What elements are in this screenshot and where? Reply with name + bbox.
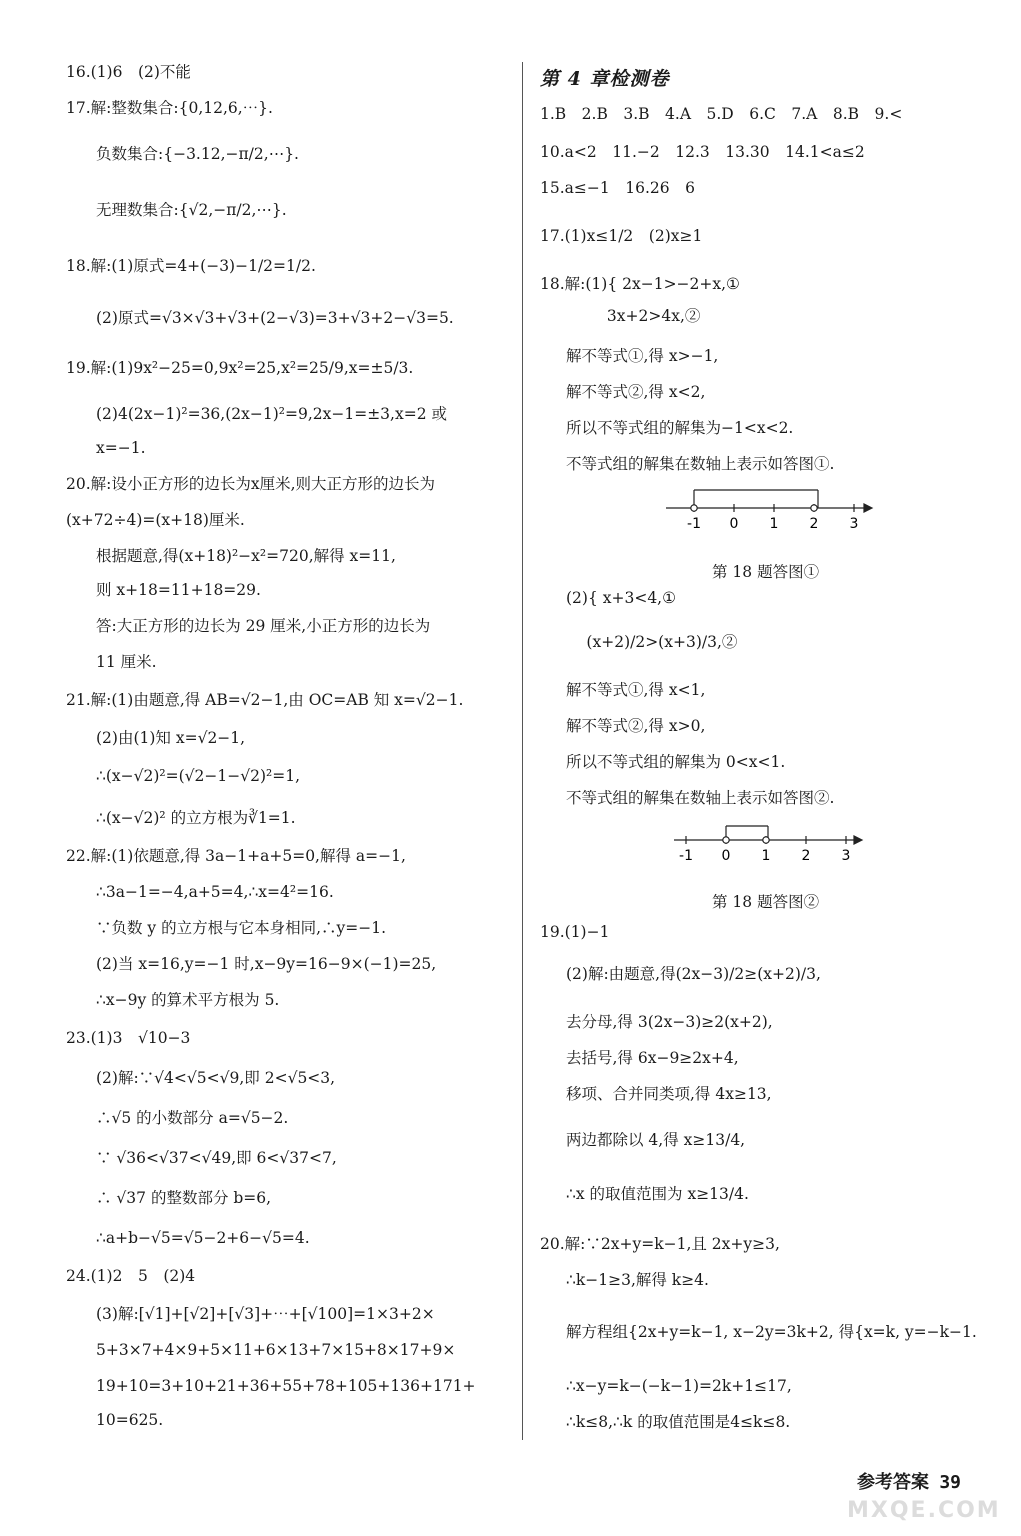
axis2-tick-label: 1	[761, 848, 771, 864]
answer-22-1: 22.解:(1)依题意,得 3a−1+a+5=0,解得 a=−1,	[66, 847, 406, 865]
answer-r18-step1: 解不等式①,得 x>−1,	[566, 347, 719, 365]
answer-23-line4: ∵ √36<√37<√49,即 6<√37<7,	[96, 1149, 337, 1167]
answer-20: 20.解:设小正方形的边长为x厘米,则大正方形的边长为	[66, 475, 436, 493]
answer-r19-range: ∴x 的取值范围为 x≥13/4.	[566, 1185, 749, 1203]
answer-21-2: (2)由(1)知 x=√2−1,	[96, 729, 246, 747]
answer-17: 17.解:整数集合:{0,12,6,⋯}.	[66, 99, 273, 117]
answer-24-3: (3)解:[√1]+[√2]+[√3]+⋯+[√100]=1×3+2×	[96, 1305, 435, 1323]
answer-22-line3: ∵负数 y 的立方根与它本身相同,∴y=−1.	[96, 919, 387, 937]
answer-r19-step2: 去括号,得 6x−9≥2x+4,	[566, 1049, 739, 1067]
answer-19-2-cont: x=−1.	[96, 439, 146, 457]
answer-r20: 20.解:∵2x+y=k−1,且 2x+y≥3,	[540, 1235, 780, 1253]
answer-16: 16.(1)6 (2)不能	[66, 63, 191, 81]
axis2-tick-label: 2	[801, 848, 811, 864]
answer-24-1: 24.(1)2 5 (2)4	[66, 1267, 196, 1285]
answer-20-line5: 答:大正方形的边长为 29 厘米,小正方形的边长为	[96, 617, 431, 635]
answer-21-line4: ∴(x−√2)² 的立方根为∛1=1.	[96, 809, 296, 827]
answer-21-1: 21.解:(1)由题意,得 AB=√2−1,由 OC=AB 知 x=√2−1.	[66, 691, 464, 709]
chapter-heading: 第 4 章检测卷	[540, 68, 670, 90]
watermark-logo	[807, 1458, 1007, 1528]
watermark-text: MXQE.COM	[847, 1498, 1001, 1523]
figure-caption-1: 第 18 题答图①	[712, 563, 820, 581]
answer-19-2: (2)4(2x−1)²=36,(2x−1)²=9,2x−1=±3,x=2 或	[96, 405, 447, 423]
answer-23-line3: ∴√5 的小数部分 a=√5−2.	[96, 1109, 289, 1127]
answer-24-line4: 19+10=3+10+21+36+55+78+105+136+171+	[96, 1377, 476, 1395]
answer-17-irrationals: 无理数集合:{√2,−π/2,⋯}.	[96, 201, 287, 219]
answers-10-14: 10.a<2 11.−2 12.3 13.30 14.1<a≤2	[540, 143, 865, 161]
answer-20-line6: 11 厘米.	[96, 653, 157, 671]
answer-r17: 17.(1)x≤1/2 (2)x≥1	[540, 227, 703, 245]
axis1-tick-label: 2	[809, 516, 819, 532]
answer-r19-1: 19.(1)−1	[540, 923, 610, 941]
number-line-1	[660, 484, 880, 540]
answers-15-16: 15.a≤−1 16.26 6	[540, 179, 695, 197]
axis2-tick-label: 3	[841, 848, 851, 864]
answer-r18-solution: 所以不等式组的解集为−1<x<2.	[566, 419, 794, 437]
answer-23-line5: ∴ √37 的整数部分 b=6,	[96, 1189, 272, 1207]
answer-r18-system-2: 3x+2>4x,②	[540, 307, 701, 325]
answer-r18-step2: 解不等式②,得 x<2,	[566, 383, 706, 401]
answer-r20-line2: ∴k−1≥3,解得 k≥4.	[566, 1271, 709, 1289]
answer-r20-system: 解方程组{2x+y=k−1, x−2y=3k+2, 得{x=k, y=−k−1.	[566, 1323, 977, 1341]
answer-19-1: 19.解:(1)9x²−25=0,9x²=25,x²=25/9,x=±5/3.	[66, 359, 414, 377]
axis1-tick-label: 1	[769, 516, 779, 532]
answer-18-1: 18.解:(1)原式=4+(−3)−1/2=1/2.	[66, 257, 316, 275]
answer-22-line5: ∴x−9y 的算术平方根为 5.	[96, 991, 280, 1009]
answer-23-2: (2)解:∵√4<√5<√9,即 2<√5<3,	[96, 1069, 336, 1087]
answer-r18-system-1: 18.解:(1){ 2x−1>−2+x,①	[540, 275, 740, 293]
answer-22-2: (2)当 x=16,y=−1 时,x−9y=16−9×(−1)=25,	[96, 955, 437, 973]
answer-r18-2-solution: 所以不等式组的解集为 0<x<1.	[566, 753, 786, 771]
answer-r19-step1: 去分母,得 3(2x−3)≥2(x+2),	[566, 1013, 773, 1031]
answer-23-line6: ∴a+b−√5=√5−2+6−√5=4.	[96, 1229, 310, 1247]
axis1-tick-label: 3	[849, 516, 859, 532]
answer-21-line3: ∴(x−√2)²=(√2−1−√2)²=1,	[96, 767, 301, 785]
page-number: 39	[939, 1472, 961, 1493]
answer-17-negatives: 负数集合:{−3.12,−π/2,⋯}.	[96, 145, 299, 163]
answer-r19-step3: 移项、合并同类项,得 4x≥13,	[566, 1085, 772, 1103]
axis2-tick-label: 0	[721, 848, 731, 864]
answer-18-2: (2)原式=√3×√3+√3+(2−√3)=3+√3+2−√3=5.	[96, 309, 454, 327]
answer-r18-2-system-2: (x+2)/2>(x+3)/3,②	[566, 633, 738, 651]
answer-23-1: 23.(1)3 √10−3	[66, 1029, 191, 1047]
axis1-tick-label: -1	[687, 516, 701, 532]
answer-r18-figure-ref: 不等式组的解集在数轴上表示如答图①.	[566, 455, 835, 473]
axis2-tick-label: -1	[679, 848, 693, 864]
answer-r18-2-system-1: (2){ x+3<4,①	[566, 589, 677, 607]
answer-20-line2: (x+72÷4)=(x+18)厘米.	[66, 511, 245, 529]
answer-24-line5: 10=625.	[96, 1411, 164, 1429]
answers-1-9: 1.B 2.B 3.B 4.A 5.D 6.C 7.A 8.B 9.<	[540, 105, 903, 123]
axis1-tick-label: 0	[729, 516, 739, 532]
answer-r19-step4: 两边都除以 4,得 x≥13/4,	[566, 1131, 746, 1149]
answer-20-line4: 则 x+18=11+18=29.	[96, 581, 261, 599]
answer-r19-2: (2)解:由题意,得(2x−3)/2≥(x+2)/3,	[566, 965, 821, 983]
answer-r18-2-step2: 解不等式②,得 x>0,	[566, 717, 706, 735]
figure-caption-2: 第 18 题答图②	[712, 893, 820, 911]
answer-r18-2-figure-ref: 不等式组的解集在数轴上表示如答图②.	[566, 789, 835, 807]
answer-r18-2-step1: 解不等式①,得 x<1,	[566, 681, 706, 699]
answer-24-line3: 5+3×7+4×9+5×11+6×13+7×15+8×17+9×	[96, 1341, 456, 1359]
answer-22-line2: ∴3a−1=−4,a+5=4,∴x=4²=16.	[96, 883, 334, 901]
answer-r20-line4: ∴x−y=k−(−k−1)=2k+1≤17,	[566, 1377, 792, 1395]
number-line-2	[660, 818, 880, 874]
column-divider	[522, 62, 523, 1440]
footer-label: 参考答案	[857, 1472, 930, 1493]
answer-20-line3: 根据题意,得(x+18)²−x²=720,解得 x=11,	[96, 547, 396, 565]
answer-r20-line5: ∴k≤8,∴k 的取值范围是4≤k≤8.	[566, 1413, 791, 1431]
